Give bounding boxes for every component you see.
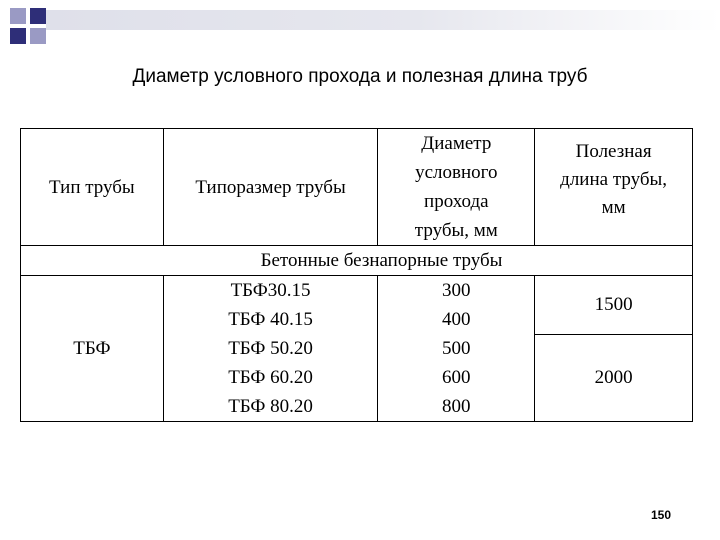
diameter-cell: 800 [378, 392, 535, 422]
diameter-cell: 400 [378, 305, 535, 334]
page-number: 150 [651, 508, 672, 522]
section-row [21, 246, 693, 276]
header-size: Типоразмер трубы [163, 129, 378, 246]
table-row [21, 276, 693, 306]
header-length: Полезная длина трубы, мм [535, 129, 693, 246]
type-cell: ТБФ [21, 276, 164, 422]
diameter-cell: 600 [378, 363, 535, 392]
size-cell: ТБФ 80.20 [163, 392, 378, 422]
slide-title: Диаметр условного прохода и полезная длина труб [132, 66, 588, 87]
length-cell: 2000 [535, 334, 693, 422]
size-cell: ТБФ 40.15 [163, 305, 378, 334]
size-cell: ТБФ30.15 [163, 276, 378, 306]
header-diameter: Диаметр условного прохода трубы, мм [378, 129, 535, 246]
pipe-table [20, 128, 693, 422]
size-cell: ТБФ 60.20 [163, 363, 378, 392]
header-type: Тип трубы [21, 129, 164, 246]
top-bar [46, 10, 720, 30]
length-cell: 1500 [535, 276, 693, 335]
size-cell: ТБФ 50.20 [163, 334, 378, 363]
section-label: Бетонные безнапорные трубы [21, 246, 693, 276]
diameter-cell: 300 [378, 276, 535, 306]
diameter-cell: 500 [378, 334, 535, 363]
header-row [21, 129, 693, 246]
